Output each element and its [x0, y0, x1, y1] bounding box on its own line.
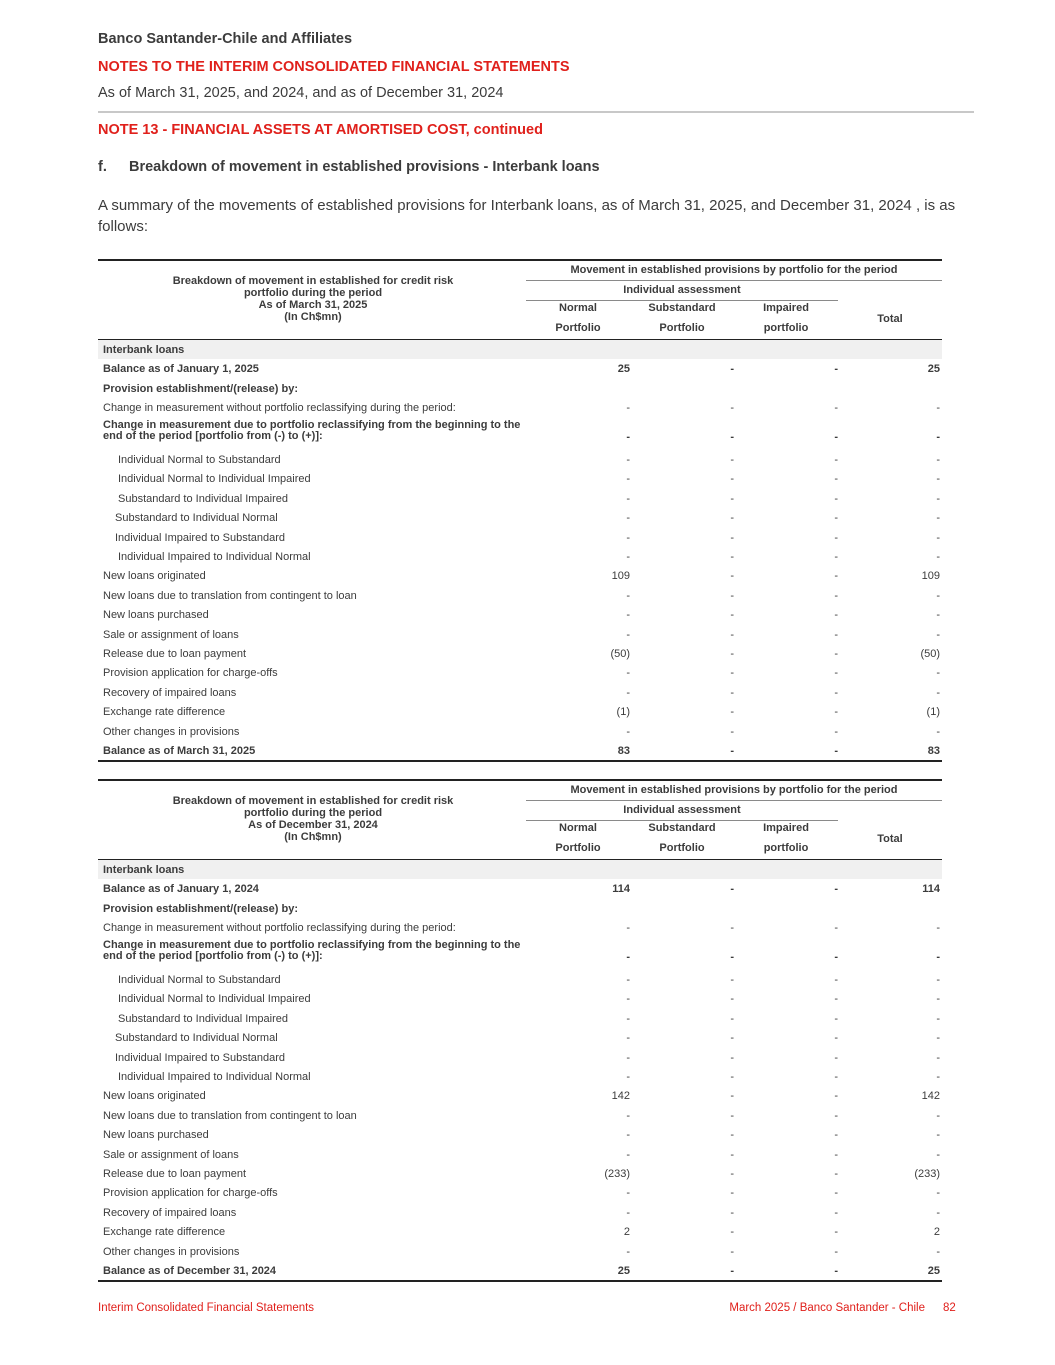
notes-title: NOTES TO THE INTERIM CONSOLIDATED FINANCIAL STATEMENTS — [98, 59, 570, 75]
row-value: - — [834, 686, 838, 699]
row-value: - — [730, 363, 734, 376]
table-row — [98, 1028, 942, 1047]
row-value: - — [730, 1012, 734, 1025]
table-title-line: portfolio during the period — [243, 287, 383, 299]
table-row — [98, 1009, 942, 1028]
row-label: Balance as of January 1, 2024 — [103, 883, 259, 896]
row-value: - — [834, 1109, 838, 1122]
column-header-line1: Impaired — [763, 302, 809, 314]
row-value: 114 — [922, 883, 940, 896]
table-row — [98, 860, 942, 879]
table-row — [98, 970, 942, 989]
column-header-line1: Normal — [559, 822, 597, 834]
row-value: - — [730, 667, 734, 680]
table-row — [98, 683, 942, 702]
table-title-line: Breakdown of movement in established for credit risk — [172, 275, 454, 287]
row-label: Provision application for charge-offs — [103, 667, 278, 680]
table-row — [98, 340, 942, 359]
row-value: - — [730, 1167, 734, 1180]
row-label: Substandard to Individual Impaired — [118, 1012, 288, 1025]
row-value: 25 — [617, 363, 630, 376]
row-value: - — [730, 1129, 734, 1142]
table-row — [98, 418, 942, 451]
row-value: (50) — [610, 647, 630, 660]
row-value: - — [834, 570, 838, 583]
row-label: Interbank loans — [103, 344, 185, 356]
header-divider — [98, 111, 974, 113]
row-value: - — [834, 1012, 838, 1025]
row-value: - — [834, 1245, 838, 1258]
row-label: Other changes in provisions — [103, 1245, 240, 1258]
row-value: - — [834, 974, 838, 987]
row-value: - — [936, 686, 940, 699]
table-row — [98, 879, 942, 898]
row-label — [103, 940, 520, 963]
row-label: Individual Normal to Substandard — [118, 454, 281, 467]
table-row — [98, 586, 942, 605]
row-value: - — [936, 974, 940, 987]
table-row — [98, 379, 942, 398]
row-value: 109 — [611, 570, 630, 583]
row-value: - — [730, 492, 734, 505]
row-label: Individual Normal to Individual Impaired — [118, 993, 311, 1006]
row-value: - — [834, 1071, 838, 1084]
row-value: - — [834, 744, 838, 757]
row-label: Individual Impaired to Substandard — [115, 1051, 285, 1064]
row-label-line: Change in measurement due to portfolio reclassifying from the beginning to the — [103, 938, 521, 951]
column-header-line1: Impaired — [763, 822, 809, 834]
row-value: - — [936, 922, 940, 935]
row-value: - — [626, 1187, 630, 1200]
row-value: - — [730, 686, 734, 699]
table-row — [98, 1261, 942, 1280]
row-value: - — [626, 686, 630, 699]
row-value: - — [936, 1012, 940, 1025]
table-row — [98, 1106, 942, 1125]
row-value: - — [834, 922, 838, 935]
row-value: - — [626, 1012, 630, 1025]
row-value: - — [834, 589, 838, 602]
row-label: New loans originated — [103, 570, 206, 583]
table-row — [98, 989, 942, 1008]
row-value: - — [730, 1032, 734, 1045]
table-row — [98, 1086, 942, 1105]
table-row — [98, 644, 942, 663]
row-value: - — [730, 531, 734, 544]
row-value: - — [834, 628, 838, 641]
table-row — [98, 1067, 942, 1086]
table-row — [98, 899, 942, 918]
table-row — [98, 722, 942, 741]
table-row — [98, 1183, 942, 1202]
row-value: - — [626, 492, 630, 505]
row-label-line: end of the period [portfolio from (-) to (+)]: — [103, 950, 323, 963]
row-label: Substandard to Individual Normal — [115, 512, 278, 525]
table-row — [98, 1222, 942, 1241]
row-value: 2 — [933, 1226, 940, 1239]
row-value: - — [626, 1071, 630, 1084]
intro-paragraph: A summary of the movements of established provisions for Interbank loans, as of March 31, 2025, and December 31, 2024 , is as follows: — [98, 197, 956, 235]
row-value: - — [730, 1148, 734, 1161]
row-label-line: end of the period [portfolio from (-) to (+)]: — [103, 430, 323, 443]
row-value: - — [626, 993, 630, 1006]
row-value: - — [626, 1109, 630, 1122]
row-value: - — [936, 492, 940, 505]
row-value: - — [936, 402, 940, 415]
row-value: - — [626, 1129, 630, 1142]
row-value: 142 — [921, 1090, 940, 1103]
row-value: - — [936, 1187, 940, 1200]
row-value: - — [834, 473, 838, 486]
row-value: - — [834, 531, 838, 544]
movement-header: Movement in established provisions by portfolio for the period — [526, 781, 942, 801]
as-of-date: As of March 31, 2025, and 2024, and as of December 31, 2024 — [98, 85, 504, 101]
column-header-line1: Substandard — [648, 822, 716, 834]
row-label: Other changes in provisions — [103, 725, 240, 738]
table-title-line: portfolio during the period — [243, 807, 383, 819]
row-value: 114 — [612, 883, 630, 896]
row-value: - — [936, 1109, 940, 1122]
row-value: - — [834, 1148, 838, 1161]
row-value: - — [730, 551, 734, 564]
row-value: - — [730, 974, 734, 987]
row-value: - — [730, 706, 734, 719]
total-column-header: Total — [877, 313, 903, 325]
table-title-line: As of March 31, 2025 — [258, 299, 368, 311]
row-label: New loans due to translation from contingent to loan — [103, 1109, 357, 1122]
table-row — [98, 1048, 942, 1067]
row-label: Interbank loans — [103, 864, 185, 876]
row-value: - — [834, 1187, 838, 1200]
row-value: - — [936, 950, 940, 963]
row-label: New loans purchased — [103, 1129, 209, 1142]
row-value: - — [936, 609, 940, 622]
row-value: - — [730, 1264, 734, 1277]
table-row — [98, 508, 942, 527]
row-label: New loans due to translation from contingent to loan — [103, 589, 357, 602]
individual-assessment-header: Individual assessment — [526, 281, 838, 301]
table-title — [98, 275, 528, 323]
table-row — [98, 1203, 942, 1222]
row-value: - — [626, 1032, 630, 1045]
row-value: - — [936, 993, 940, 1006]
row-value: - — [626, 551, 630, 564]
table-row — [98, 1125, 942, 1144]
row-value: - — [834, 1226, 838, 1239]
table-row — [98, 605, 942, 624]
row-value: - — [834, 454, 838, 467]
table-row — [98, 469, 942, 488]
row-value: - — [730, 1071, 734, 1084]
row-value: - — [626, 974, 630, 987]
row-label: New loans purchased — [103, 609, 209, 622]
row-label: Change in measurement without portfolio reclassifying during the period: — [103, 402, 456, 415]
column-header-line2: Portfolio — [659, 322, 705, 334]
table-row — [98, 1145, 942, 1164]
row-label: Individual Normal to Individual Impaired — [118, 473, 311, 486]
row-value: - — [626, 512, 630, 525]
row-value: - — [730, 1226, 734, 1239]
row-value: - — [730, 1206, 734, 1219]
row-value: - — [834, 1051, 838, 1064]
row-label: Individual Impaired to Substandard — [115, 531, 285, 544]
row-value: - — [936, 628, 940, 641]
row-label: Individual Impaired to Individual Normal — [118, 1071, 311, 1084]
row-value: - — [626, 950, 630, 963]
row-value: - — [730, 744, 734, 757]
row-value: - — [834, 363, 838, 376]
row-value: - — [834, 706, 838, 719]
row-value: - — [730, 402, 734, 415]
row-label: Provision application for charge-offs — [103, 1187, 278, 1200]
table-row — [98, 741, 942, 760]
row-value: - — [626, 1206, 630, 1219]
row-value: - — [626, 922, 630, 935]
row-label: Change in measurement without portfolio reclassifying during the period: — [103, 922, 456, 935]
row-value: - — [834, 647, 838, 660]
row-value: - — [730, 609, 734, 622]
table-row — [98, 489, 942, 508]
row-label: Exchange rate difference — [103, 1226, 226, 1239]
row-value: - — [626, 1148, 630, 1161]
column-header-line2: portfolio — [763, 322, 809, 334]
row-value: - — [626, 1051, 630, 1064]
row-label — [103, 420, 520, 443]
row-value: - — [626, 402, 630, 415]
row-label: Individual Impaired to Individual Normal — [118, 551, 311, 564]
column-header-line2: Portfolio — [659, 842, 705, 854]
row-value: - — [834, 667, 838, 680]
row-value: - — [730, 1051, 734, 1064]
row-value: - — [936, 430, 940, 443]
row-value: - — [730, 725, 734, 738]
row-value: 142 — [611, 1090, 630, 1103]
row-value: - — [936, 512, 940, 525]
row-value: - — [730, 1187, 734, 1200]
table-title-line: (In Ch$mn) — [284, 831, 342, 843]
row-value: - — [834, 883, 838, 896]
row-value: - — [834, 1264, 838, 1277]
provisions-table-march-2025 — [98, 259, 942, 762]
row-label: Sale or assignment of loans — [103, 628, 239, 641]
row-value: - — [936, 454, 940, 467]
row-value: - — [730, 1245, 734, 1258]
row-value: 25 — [927, 1264, 940, 1277]
row-label-line: Change in measurement due to portfolio reclassifying from the beginning to the — [103, 418, 521, 431]
column-header-line2: portfolio — [763, 842, 809, 854]
row-value: - — [626, 725, 630, 738]
row-value: (233) — [604, 1167, 630, 1180]
row-value: 25 — [617, 1264, 630, 1277]
row-value: - — [730, 883, 734, 896]
row-label: Individual Normal to Substandard — [118, 974, 281, 987]
row-label: Release due to loan payment — [103, 647, 247, 660]
row-value: - — [834, 551, 838, 564]
table-bottom-rule — [98, 760, 942, 762]
row-value: - — [834, 725, 838, 738]
table-row — [98, 663, 942, 682]
row-value: - — [834, 512, 838, 525]
table-row — [98, 1164, 942, 1183]
column-header-line2: Portfolio — [555, 842, 601, 854]
row-value: - — [834, 402, 838, 415]
row-value: - — [936, 1245, 940, 1258]
row-label: Exchange rate difference — [103, 706, 226, 719]
row-value: 83 — [927, 744, 940, 757]
row-value: - — [730, 647, 734, 660]
row-label: Recovery of impaired loans — [103, 1206, 237, 1219]
table-header — [98, 781, 942, 859]
table-row — [98, 398, 942, 417]
row-value: - — [834, 1167, 838, 1180]
table-row — [98, 566, 942, 585]
note-title: NOTE 13 - FINANCIAL ASSETS AT AMORTISED COST, continued — [98, 122, 543, 138]
row-value: - — [626, 1245, 630, 1258]
row-label: Balance as of March 31, 2025 — [103, 744, 256, 757]
row-label: Release due to loan payment — [103, 1167, 247, 1180]
row-label: Recovery of impaired loans — [103, 686, 237, 699]
row-value: - — [730, 628, 734, 641]
section-heading — [98, 159, 600, 175]
row-value: - — [834, 993, 838, 1006]
row-label: New loans originated — [103, 1090, 206, 1103]
row-value: - — [834, 609, 838, 622]
row-value: 25 — [927, 363, 940, 376]
row-value: - — [730, 1090, 734, 1103]
row-value: - — [730, 1109, 734, 1122]
row-value: - — [936, 473, 940, 486]
section-letter: f. — [98, 159, 107, 175]
row-value: - — [834, 492, 838, 505]
table-row — [98, 547, 942, 566]
row-value: - — [936, 551, 940, 564]
row-value: - — [936, 725, 940, 738]
row-value: - — [730, 473, 734, 486]
table-row — [98, 1242, 942, 1261]
row-label: Provision establishment/(release) by: — [103, 382, 299, 395]
section-title: Breakdown of movement in established provisions - Interbank loans — [129, 159, 600, 175]
table-title-line: Breakdown of movement in established for credit risk — [172, 795, 454, 807]
row-value: - — [730, 570, 734, 583]
total-column-header: Total — [877, 833, 903, 845]
row-value: - — [730, 993, 734, 1006]
row-value: (50) — [920, 647, 940, 660]
row-value: - — [626, 430, 630, 443]
row-value: - — [936, 589, 940, 602]
footer-document-name: Interim Consolidated Financial Statements — [98, 1302, 315, 1314]
row-value: - — [730, 922, 734, 935]
row-value: (1) — [926, 706, 940, 719]
table-row — [98, 359, 942, 378]
table-row — [98, 918, 942, 937]
row-value: - — [936, 1051, 940, 1064]
company-name: Banco Santander-Chile and Affiliates — [98, 31, 353, 47]
row-label: Balance as of December 31, 2024 — [103, 1264, 277, 1277]
column-header-line1: Substandard — [648, 302, 716, 314]
row-value: 83 — [617, 744, 630, 757]
row-value: - — [936, 1071, 940, 1084]
row-value: - — [834, 1206, 838, 1219]
row-value: - — [936, 667, 940, 680]
column-header-line1: Normal — [559, 302, 597, 314]
row-value: - — [626, 589, 630, 602]
row-value: (1) — [616, 706, 630, 719]
table-title-line: (In Ch$mn) — [284, 311, 342, 323]
row-value: - — [834, 1090, 838, 1103]
row-value: - — [834, 1032, 838, 1045]
row-value: - — [626, 609, 630, 622]
table-row — [98, 938, 942, 971]
row-value: - — [730, 512, 734, 525]
row-value: - — [626, 667, 630, 680]
footer-period: March 2025 / Banco Santander - Chile — [729, 1302, 925, 1314]
row-value: - — [936, 1148, 940, 1161]
table-title-line: As of December 31, 2024 — [248, 819, 378, 831]
column-header-line2: Portfolio — [555, 322, 601, 334]
row-value: - — [626, 473, 630, 486]
row-label: Substandard to Individual Impaired — [118, 492, 288, 505]
provisions-table-december-2024 — [98, 779, 942, 1282]
row-value: - — [730, 589, 734, 602]
row-value: - — [626, 531, 630, 544]
row-value: 2 — [623, 1226, 630, 1239]
row-value: - — [936, 531, 940, 544]
individual-assessment-header: Individual assessment — [526, 801, 838, 821]
row-label: Sale or assignment of loans — [103, 1148, 239, 1161]
row-value: - — [730, 950, 734, 963]
row-label: Balance as of January 1, 2025 — [103, 363, 259, 376]
row-value: - — [834, 430, 838, 443]
movement-header: Movement in established provisions by portfolio for the period — [526, 261, 942, 281]
table-row — [98, 702, 942, 721]
row-value: (233) — [914, 1167, 940, 1180]
row-value: - — [834, 1129, 838, 1142]
row-value: - — [730, 430, 734, 443]
row-value: - — [936, 1206, 940, 1219]
row-value: - — [936, 1129, 940, 1142]
row-label: Provision establishment/(release) by: — [103, 902, 299, 915]
row-value: - — [834, 950, 838, 963]
table-row — [98, 450, 942, 469]
row-value: - — [730, 454, 734, 467]
table-bottom-rule — [98, 1280, 942, 1282]
row-label: Substandard to Individual Normal — [115, 1032, 278, 1045]
table-row — [98, 528, 942, 547]
row-value: - — [626, 454, 630, 467]
page-number: 82 — [943, 1302, 956, 1314]
table-row — [98, 625, 942, 644]
table-title — [98, 795, 528, 843]
table-header — [98, 261, 942, 339]
row-value: - — [936, 1032, 940, 1045]
row-value: - — [626, 628, 630, 641]
row-value: 109 — [921, 570, 940, 583]
